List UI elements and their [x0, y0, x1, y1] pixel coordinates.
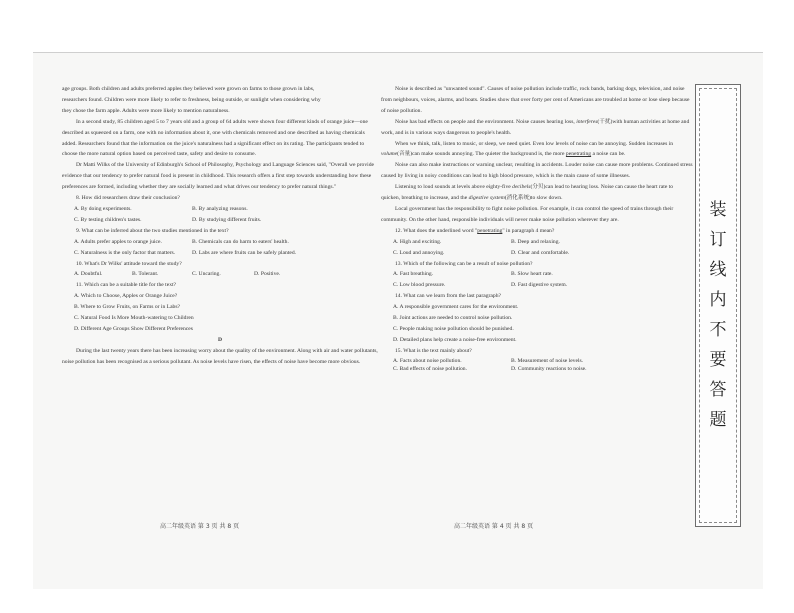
question-13-options-row — [381, 280, 693, 291]
option-c: C. Naturalness is the only factor that matters. — [74, 249, 176, 256]
option-d: D. Community reactions to noise. — [511, 365, 587, 372]
option-b: B. Measurement of noise levels. — [511, 357, 584, 364]
left-column — [62, 84, 378, 368]
binding-char: 题 — [709, 410, 727, 430]
option-b: B. Deep and relaxing. — [511, 238, 560, 245]
option-b: B. Slow heart rate. — [511, 271, 553, 278]
option-d: D. Detailed plans help create a noise-free environment. — [393, 336, 517, 343]
question-12-options-row — [381, 237, 693, 248]
option-d: D. Labs are where fruits can be safely planted. — [192, 249, 297, 256]
intro-line: researchers found. Children were more likely to refer to freshness, being outside, or sunlight when considering why — [62, 96, 321, 103]
option-a: A. High and exciting. — [393, 238, 442, 245]
section-heading-d: D — [217, 336, 223, 343]
question-9-options-row — [62, 237, 378, 248]
option-c: C. Loud and annoying. — [393, 249, 445, 256]
paragraph-quiet: When we think, talk, listen to music, or sleep, we need quiet. Even low levels of noise can be annoying. Sudden increases in volume(音量)can make sounds annoying. The quieter the background is, the more penetrating a noise can be. — [381, 140, 674, 158]
binding-char: 内 — [709, 290, 727, 310]
question-10-options-row — [62, 269, 378, 280]
option-b: B. Joint actions are needed to control noise pollution. — [393, 315, 513, 322]
page-footer-right: 高二年级英语 第 4 页 共 8 页 — [454, 523, 534, 530]
option-c: C. Bad effects of noise pollution. — [393, 365, 468, 372]
binding-char: 要 — [709, 350, 727, 370]
binding-strip — [695, 84, 741, 527]
option-b: B. By analyzing reasons. — [192, 205, 248, 212]
option-c: C. By testing children's tastes. — [74, 216, 142, 223]
question-15-options-row — [381, 365, 693, 373]
paragraph-dr-wilks: Dr Matti Wilks of the University of Edinburgh's School of Philosophy, Psychology and Language Sciences said, "Overall we provide evidence that our tendency to prefer natural food is present in childhood. This research offers a first step towards understanding how these preferences are formed, including whether they are socially learned and what drives our tendency to prefer natural things." — [62, 162, 374, 191]
option-a: A. By doing experiments. — [74, 205, 132, 212]
option-b: B. Where to Grow Fruits, on Farms or in Labs? — [74, 304, 181, 311]
paragraph-government: Local government has the responsibility to fight noise pollution. For example, it can control the speed of trains through their community. On the other hand, responsible individuals will never make noise pollution wherever they are. — [381, 205, 674, 223]
binding-char: 答 — [709, 380, 727, 400]
question-15-options-row — [381, 357, 693, 365]
option-c: C. Low blood pressure. — [393, 282, 446, 289]
option-c: C. Natural Food Is More Mouth-watering to Children — [74, 315, 194, 322]
paragraph-noise-effects: Noise has bad effects on people and the environment. Noise causes hearing loss, interferes(干扰)with human activities at home and work, and is in various ways dangerous to people's health. — [381, 118, 690, 136]
paragraph-noise-definition: Noise is described as "unwanted sound". Causes of noise pollution include traffic, rock bands, barking dogs, television, and noise from neighbours, voices, alarms, and boats. Studies show that over forty per cent of Americans are troubled at home or lose sleep because of noise pollution. — [381, 86, 690, 114]
intro-line: they chose the farm apple. Adults were more likely to mention naturalness. — [62, 107, 230, 114]
binding-instruction — [696, 195, 740, 435]
binding-char: 不 — [709, 320, 727, 340]
intro-line: age groups. Both children and adults preferred apples they believed were grown on farms to those grown in labs, — [62, 86, 315, 92]
paragraph-second-study: In a second study, 85 children aged 5 to 7 years old and a group of 64 adults were shown four different kinds of orange juice—one described as squeezed on a farm, one with no information about it, one with chemicals removed and one described as having chemicals added. Researchers found that the information on the juice's naturalness had a significant effect on its rating. The participants tended to choose the more natural option based on perceived taste, safety and desire to consume. — [62, 118, 368, 158]
page-footer-left: 高二年级英语 第 3 页 共 8 页 — [160, 523, 240, 530]
paragraph-hearing: Listening to loud sounds at levels above eighty-five decibels(分贝)can lead to hearing loss. Noise can cause the heart rate to quicken, breathing to increase, and the digestive system(消化系统)to slow down. — [381, 184, 674, 202]
question-12-stem: 12. What does the underlined word "penetrating" in paragraph 4 mean? — [395, 227, 555, 234]
binding-char: 线 — [709, 260, 727, 280]
question-11-stem: 11. Which can be a suitable title for the text? — [76, 282, 177, 289]
option-d: D. Positive. — [254, 271, 281, 278]
question-8-options-row — [62, 204, 378, 215]
binding-char: 订 — [709, 230, 727, 250]
option-d: D. By studying different fruits. — [192, 216, 262, 223]
option-b: B. Tolerant. — [132, 271, 159, 278]
question-9-options-row — [62, 248, 378, 259]
underlined-word: penetrating — [565, 151, 592, 158]
option-a: A. Doubtful. — [74, 271, 103, 278]
option-c: C. Uncaring. — [192, 271, 221, 278]
question-9-stem: 9. What can be inferred about the two studies mentioned in the text? — [76, 227, 229, 234]
question-14-stem: 14. What can we learn from the last paragraph? — [395, 293, 501, 300]
question-13-options-row — [381, 269, 693, 280]
question-12-options-row — [381, 248, 693, 259]
right-column — [381, 84, 693, 373]
option-c: C. People making noise pollution should be punished. — [393, 325, 514, 332]
paragraph-d-intro: During the last twenty years there has been increasing worry about the quality of the environment. Along with air and water pollutants, noise pollution has been recognised as a serious pollutant. As noise levels have risen, the effects of noise have become more obvious. — [62, 347, 378, 365]
paragraph-warnings: Noise can also make instructions or warning unclear, resulting in accidents. Louder noise can cause more problems. Continued stress caused by living in noisy conditions can lead to high blood pressure, which is the main cause of some illnesses. — [381, 162, 693, 180]
option-b: B. Chemicals can do harm to eaters' health. — [192, 238, 289, 245]
question-10-stem: 10. What's Dr Wilks' attitude toward the study? — [76, 260, 182, 267]
option-a: A. Fast breathing. — [393, 271, 434, 278]
option-d: D. Different Age Groups Show Different Preferences — [74, 325, 193, 332]
question-13-stem: 13. Which of the following can be a result of noise pollution? — [395, 260, 533, 267]
option-d: D. Clear and comfortable. — [511, 249, 570, 256]
question-8-options-row — [62, 215, 378, 226]
question-8-stem: 8. How did researchers draw their conclusion? — [76, 195, 180, 202]
question-15-stem: 15. What is the text mainly about? — [395, 347, 472, 354]
option-a: A. Which to Choose, Apples or Orange Juice? — [74, 293, 178, 300]
option-d: D. Fast digestive system. — [511, 282, 568, 289]
option-a: A. A responsible government cares for the environment. — [393, 304, 519, 311]
option-a: A. Facts about noise pollution. — [393, 357, 462, 364]
option-a: A. Adults prefer apples to orange juice. — [74, 238, 162, 245]
binding-char: 装 — [709, 200, 727, 220]
